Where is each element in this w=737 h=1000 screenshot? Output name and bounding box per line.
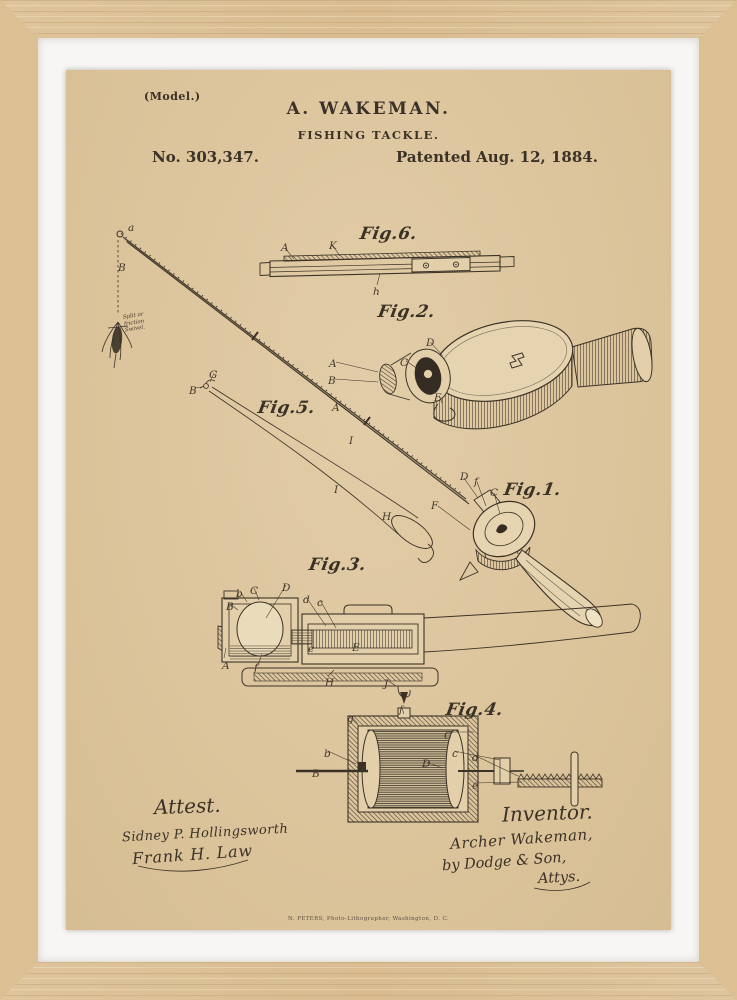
- fig2-drawing: [335, 308, 656, 429]
- frame-mat: [38, 38, 699, 962]
- patent-paper: [66, 70, 671, 930]
- part-label: g: [347, 713, 354, 725]
- part-label: C: [444, 730, 453, 742]
- printer-line: N. PETERS, Photo-Lithographer, Washington, D. C.: [287, 916, 450, 922]
- part-label: c: [317, 597, 323, 609]
- part-label: J: [384, 678, 389, 690]
- part-label: I: [334, 484, 339, 496]
- part-label: D: [282, 582, 291, 594]
- frame-wood-bottom: [0, 962, 737, 1000]
- inventor-signature: Archer Wakeman,: [449, 825, 594, 853]
- frame-wood-right: [699, 0, 737, 1000]
- figure-caption: Fig.5.: [256, 398, 317, 418]
- part-label: C: [490, 487, 499, 499]
- part-label: e: [308, 643, 315, 655]
- part-label: d: [303, 594, 310, 606]
- part-label: C: [250, 585, 259, 597]
- figure-caption: Fig.3.: [307, 555, 368, 575]
- inventor-by-line: by Dodge & Son,: [441, 849, 567, 875]
- patent-number: No. 303,347.: [152, 148, 259, 166]
- part-label: E: [434, 392, 442, 404]
- part-label: e: [472, 780, 479, 792]
- patent-title: FISHING TACKLE.: [297, 128, 440, 142]
- swivel-annotation: Split or friction Swivel.: [122, 311, 146, 334]
- part-label: F: [431, 500, 439, 512]
- part-label: B: [312, 768, 320, 780]
- part-label: f: [399, 704, 403, 716]
- attest-signature-1: Sidney P. Hollingsworth: [121, 821, 289, 846]
- part-label: I: [349, 435, 354, 447]
- part-label: b: [236, 588, 243, 600]
- part-label: f: [474, 476, 478, 488]
- part-label: A: [222, 660, 230, 672]
- part-label: f: [254, 662, 258, 674]
- attest-heading: Attest.: [153, 792, 222, 820]
- frame-wood-top: [0, 0, 737, 38]
- fig1-reel-drawing: [438, 478, 606, 630]
- part-label: D: [460, 471, 469, 483]
- part-label: a: [128, 222, 135, 234]
- part-label: h: [373, 286, 380, 298]
- attest-signature-2: Frank H. Law: [131, 840, 254, 869]
- part-label: H: [382, 511, 392, 523]
- inventor-heading: Inventor.: [501, 799, 594, 827]
- figure-caption: Fig.1.: [502, 480, 563, 500]
- patent-inventor-name: A. WAKEMAN.: [286, 99, 451, 119]
- part-label: c: [452, 748, 458, 760]
- part-label: K: [329, 240, 337, 252]
- part-label: H: [325, 677, 335, 689]
- part-label: B: [118, 262, 126, 274]
- part-label: d: [472, 752, 479, 764]
- patent-date: Patented Aug. 12, 1884.: [396, 148, 598, 166]
- part-label: A: [332, 402, 340, 414]
- part-label: B: [328, 375, 336, 387]
- part-label: B: [189, 385, 197, 397]
- figure-caption: Fig.6.: [358, 224, 419, 244]
- fig5-drawing: [196, 373, 438, 563]
- model-note: (Model.): [144, 90, 201, 103]
- part-label: B: [226, 601, 234, 613]
- part-label: A: [329, 358, 337, 370]
- part-label: b: [324, 748, 331, 760]
- attorney-label: Attys.: [537, 868, 581, 888]
- figure-caption: Fig.4.: [444, 700, 505, 720]
- part-label: A: [281, 242, 289, 254]
- part-label: C: [400, 357, 409, 369]
- fig6-drawing: [260, 246, 514, 285]
- part-label: G: [209, 369, 218, 381]
- part-label: D: [426, 337, 435, 349]
- part-label: D: [422, 758, 431, 770]
- frame-wood-left: [0, 0, 38, 1000]
- figure-caption: Fig.2.: [376, 302, 437, 322]
- part-label: E: [352, 642, 360, 654]
